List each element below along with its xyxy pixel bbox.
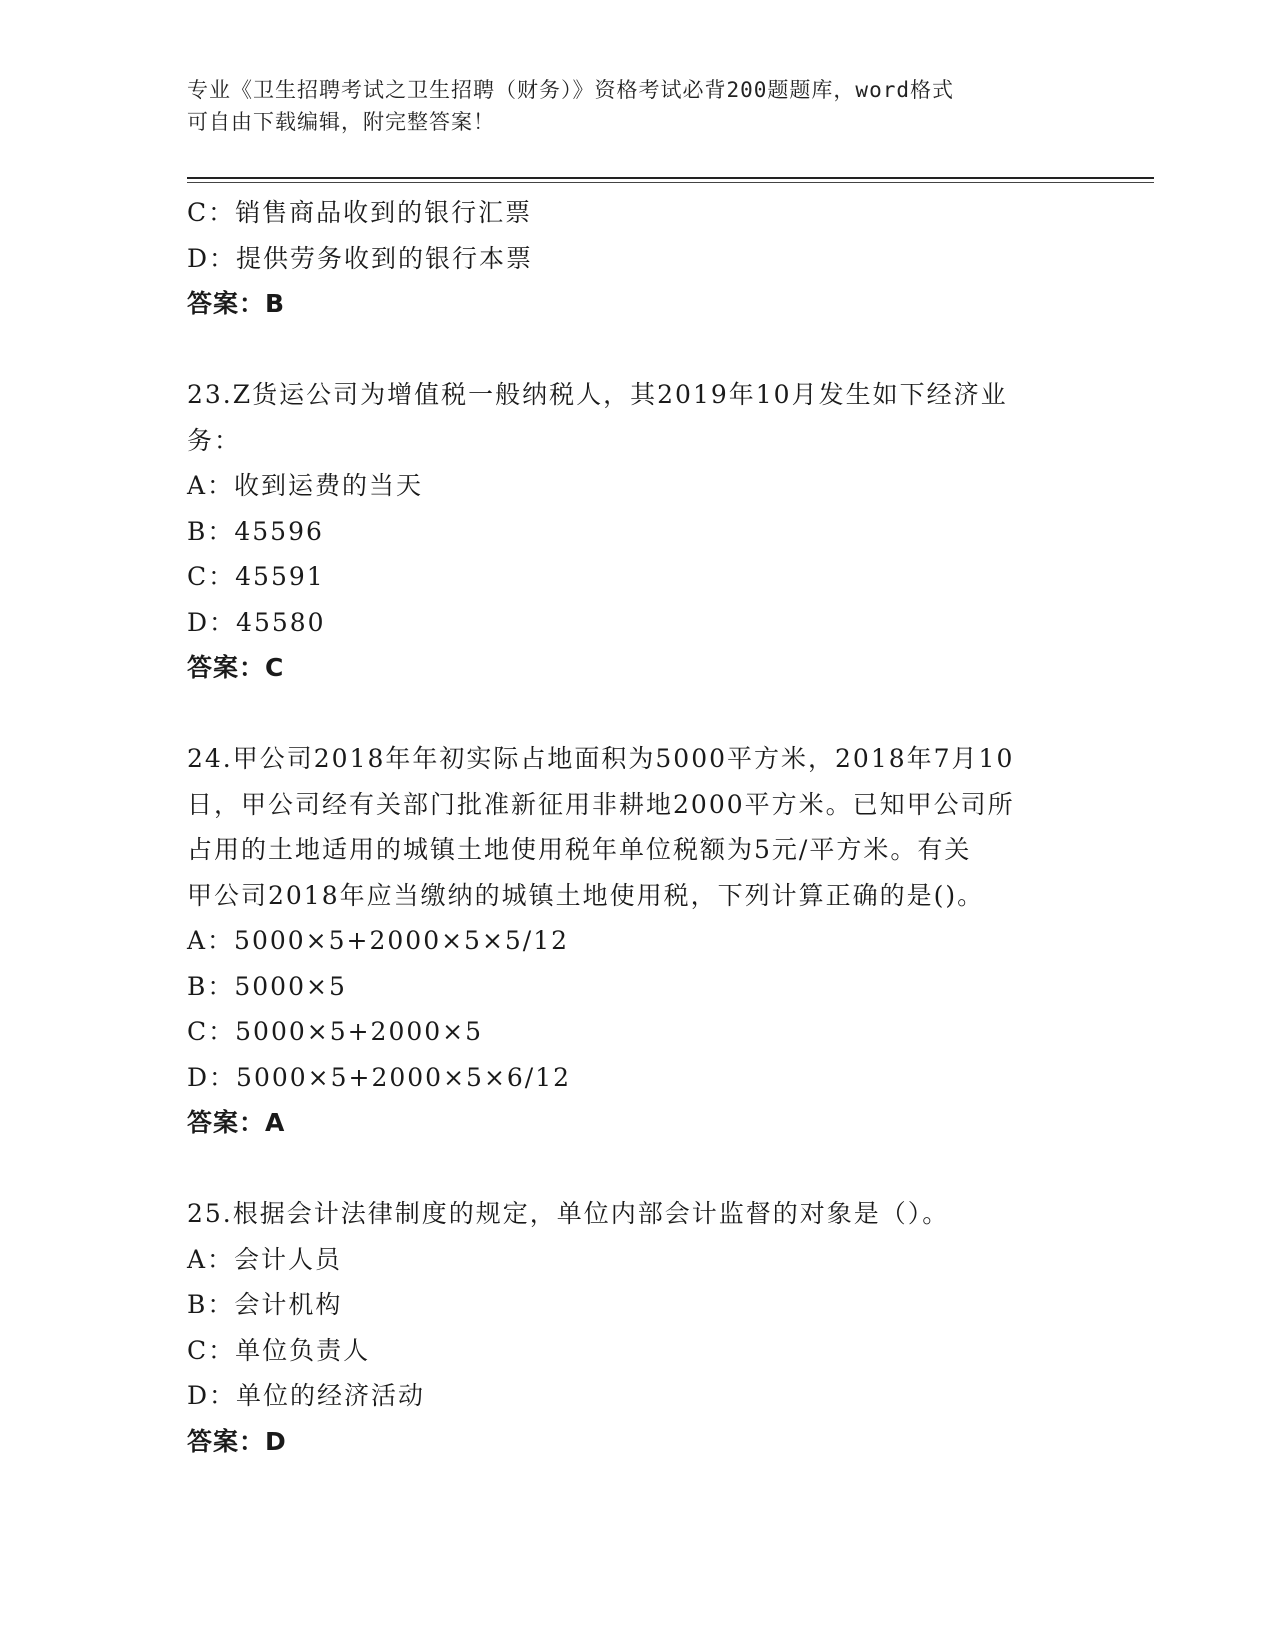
page-header [187, 74, 1067, 138]
header-line-2: 可自由下载编辑，附完整答案！ [187, 110, 495, 134]
answer-line: 答案：D [187, 1426, 287, 1456]
question-stem: 25.根据会计法律制度的规定，单位内部会计监督的对象是（）。 [187, 1199, 950, 1228]
option-d: D：5000×5+2000×5×6/12 [187, 1062, 572, 1092]
spacer [187, 691, 1087, 737]
question-stem: 日，甲公司经有关部门批准新征用非耕地2000平方米。已知甲公司所 [187, 789, 1015, 819]
option-c: C：单位负责人 [187, 1335, 371, 1365]
option-c: C：销售商品收到的银行汇票 [187, 198, 533, 227]
question-list [187, 190, 1087, 1464]
question-25 [187, 1191, 1087, 1464]
question-stem: 24.甲公司2018年年初实际占地面积为5000平方米，2018年7月10 [187, 744, 1015, 773]
option-c: C：45591 [187, 562, 325, 591]
answer-line: 答案：B [187, 289, 286, 318]
option-b: B：5000×5 [187, 971, 347, 1001]
question-stem: 甲公司2018年应当缴纳的城镇土地使用税，下列计算正确的是()。 [187, 880, 985, 910]
answer-line: 答案：C [187, 653, 285, 682]
header-rule-thin [187, 182, 1154, 183]
answer-line: 答案：A [187, 1108, 286, 1137]
option-d: D：单位的经济活动 [187, 1381, 426, 1410]
question-stem: 务： [187, 425, 242, 455]
option-a: A：会计人员 [187, 1244, 343, 1274]
option-c: C：5000×5+2000×5 [187, 1017, 484, 1046]
option-d: D：提供劳务收到的银行本票 [187, 243, 534, 273]
question-23 [187, 372, 1087, 691]
question-22-tail [187, 190, 1087, 327]
spacer [187, 327, 1087, 373]
question-24 [187, 736, 1087, 1146]
option-b: B：会计机构 [187, 1290, 343, 1319]
question-stem: 占用的土地适用的城镇土地使用税年单位税额为5元/平方米。有关 [187, 835, 972, 864]
option-a: A：收到运费的当天 [187, 471, 424, 500]
question-stem: 23.Z货运公司为增值税一般纳税人，其2019年10月发生如下经济业 [187, 380, 1008, 409]
header-line-1: 专业《卫生招聘考试之卫生招聘（财务）》资格考试必背200题题库，word格式 [187, 78, 954, 102]
header-rule-thick [187, 177, 1154, 179]
option-b: B：45596 [187, 516, 324, 546]
option-a: A：5000×5+2000×5×5/12 [187, 926, 570, 955]
option-d: D：45580 [187, 607, 326, 637]
spacer [187, 1146, 1087, 1192]
